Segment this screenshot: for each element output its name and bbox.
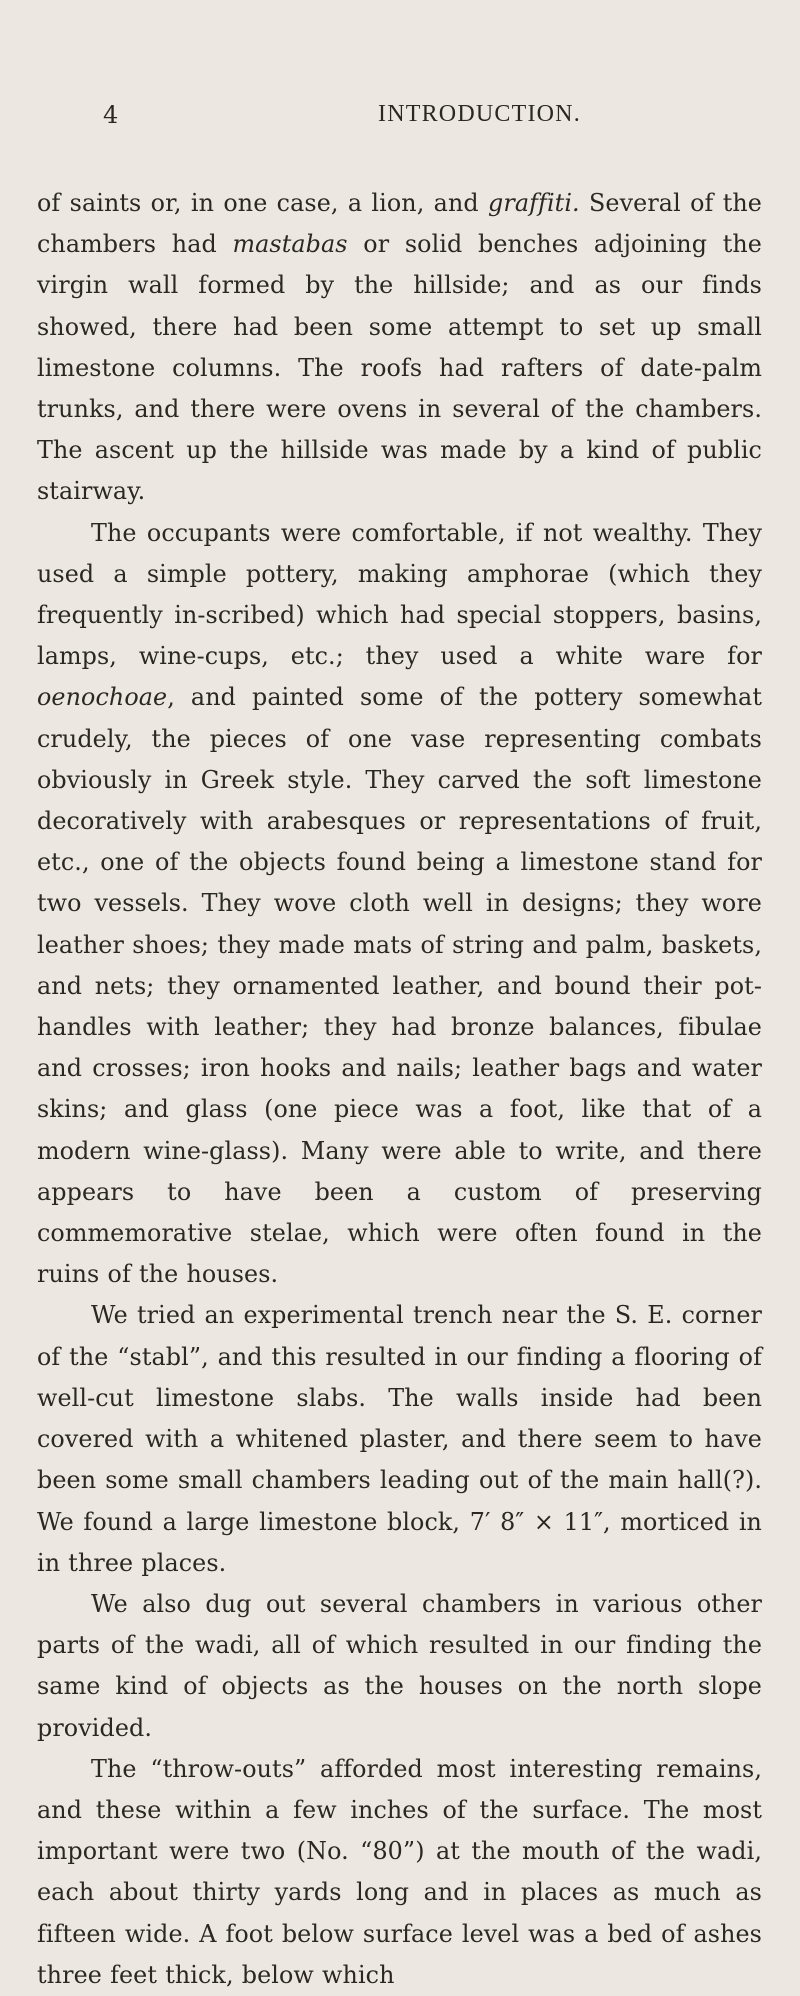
paragraph-occupants: The occupants were comfortable, if not wealthy. They used a simple pottery, making amphorae (which they frequently in-scribed) which had special stoppers, basins, lamps, wine-cups, etc.; they used a white ware for oenochoae, and painted some of the pottery somewhat crudely, the pieces of one vase representing combats obviously in Greek style. They carved the soft limestone decoratively with arabesques or representations of fruit, etc., one of the objects found being a limestone stand for two vessels. They wove cloth well in designs; they wore leather shoes; they made mats of string and palm, baskets, and nets; they ornamented leather, and bound their pot-handles with leather; they had bronze balances, fibulae and crosses; iron hooks and nails; leather bags and water skins; and glass (one piece was a foot, like that of a modern wine-glass). Many were able to write, and there appears to have been a custom of preserving commemorative stelae, which were often found in the ruins of the houses. [37, 518, 762, 1289]
italic-term: oenochoae [37, 683, 168, 712]
italic-term: graffiti. [488, 189, 580, 217]
paragraph-continuation: of saints or, in one case, a lion, and graffiti. Several of the chambers had mastabas or solid benches adjoining the virgin wall formed by the hillside; and as our finds showed, there had been some attempt to set up small limestone columns. The roofs had rafters of date-palm trunks, and there were ovens in several of the chambers. The ascent up the hillside was made by a kind of public stairway. [37, 189, 762, 506]
italic-term: mastabas [232, 230, 348, 259]
body-text [37, 183, 762, 1996]
paragraph-other-chambers: We also dug out several chambers in various other parts of the wadi, all of which resulted in our finding the same kind of objects as the houses on the north slope provided. [37, 1589, 762, 1742]
page-number: 4 [103, 101, 120, 129]
paragraph-throw-outs: The “throw-outs” afforded most interesting remains, and these within a few inches of the surface. The most important were two (No. “80”) at the mouth of the wadi, each about thirty yards long and in places as much as fifteen wide. A foot below surface level was a bed of ashes three feet thick, below which [37, 1754, 762, 1989]
paragraph-experimental-trench: We tried an experimental trench near the S. E. corner of the “stabl”, and this resulted in our finding a flooring of well-cut limestone slabs. The walls inside had been covered with a whitened plaster, and there seem to have been some small chambers leading out of the main hall(?). We found a large limestone block, 7′ 8″ × 11″, morticed in in three places. [37, 1301, 762, 1577]
running-title: INTRODUCTION. [378, 101, 581, 127]
running-head [37, 101, 762, 135]
